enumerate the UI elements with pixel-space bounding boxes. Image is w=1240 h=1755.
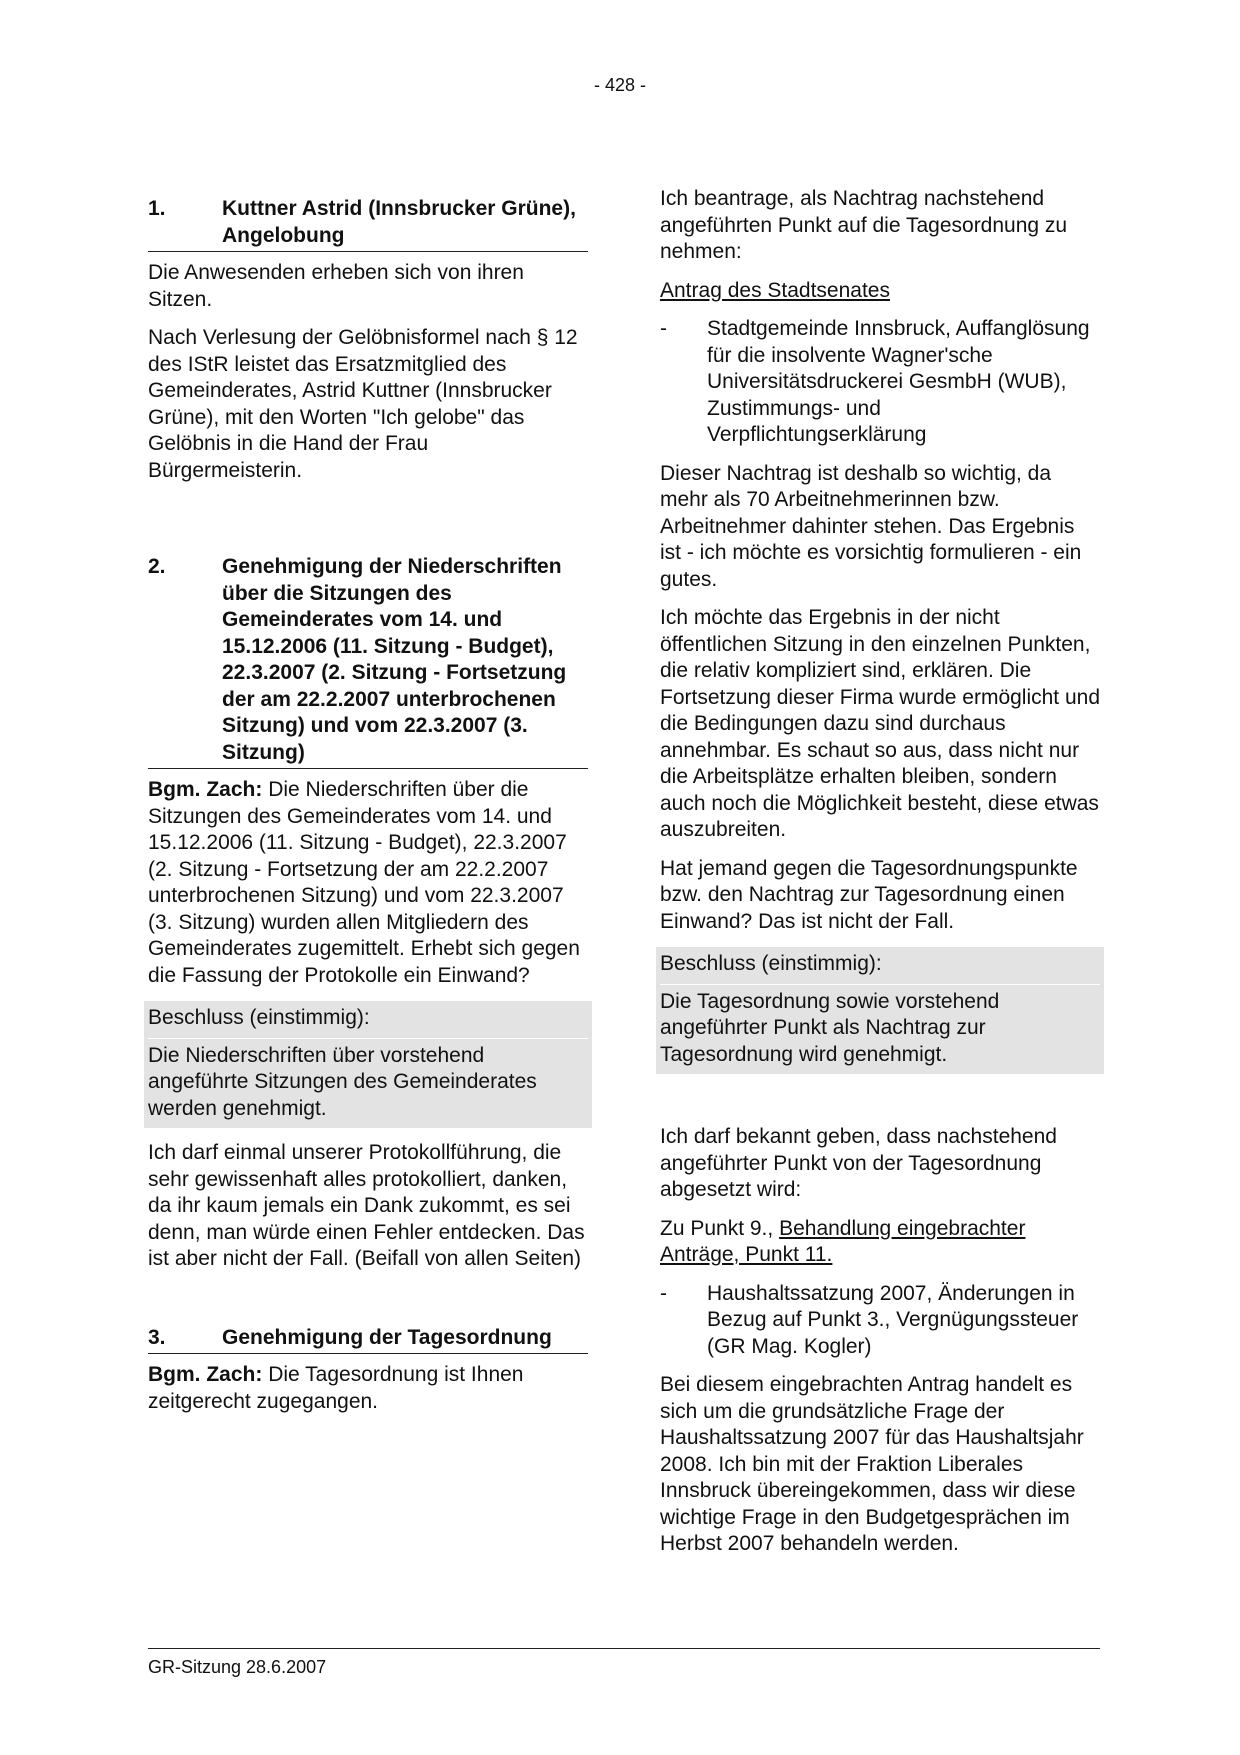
- footer: GR-Sitzung 28.6.2007: [148, 1657, 327, 1677]
- section-3-title: Genehmigung der Tagesordnung: [222, 1325, 552, 1349]
- right-paragraph-2: Dieser Nachtrag ist deshalb so wichtig, da mehr als 70 Arbeitnehmerinnen bzw. Arbeitnehmer dahinter stehen. Das Ergebnis ist - ich möchte es vorsichtig formulieren - ein gutes.: [660, 461, 1082, 591]
- antrag-heading-text: Antrag des Stadtsenates: [660, 278, 890, 302]
- section-2-title: Genehmigung der Niederschriften über die Sitzungen des Gemeinderates vom 14. und 15.12.2006 (11. Sitzung - Budget), 22.3.2007 (2. Sitzung - Fortsetzung der am 22.2.2007 unterbrochenen Sitzung) und vom 22.3.2007 (3. Sitzung): [222, 555, 567, 764]
- section-2-decision-box: [144, 1001, 592, 1128]
- section-1-paragraph-1: Die Anwesenden erheben sich von ihren Sitzen.: [148, 261, 524, 311]
- footer-divider: [148, 1648, 1100, 1649]
- bullet-item: [660, 316, 1100, 449]
- right-paragraph-5: Ich darf bekannt geben, dass nachstehend angeführter Punkt von der Tagesordnung abgesetzt wird:: [660, 1125, 1057, 1201]
- bullet-dash: -: [660, 1281, 667, 1305]
- section-1-title: Kuttner Astrid (Innsbrucker Grüne), Angelobung: [222, 197, 576, 247]
- section-3-paragraph-1-text: Die Tagesordnung ist Ihnen zeitgerecht zugegangen.: [148, 1363, 524, 1413]
- section-2-decision-text: Die Niederschriften über vorstehend angeführte Sitzungen des Gemeinderates werden genehmigt.: [148, 1043, 537, 1120]
- section-2-number: 2.: [148, 555, 166, 578]
- page-number: - 428 -: [593, 75, 647, 95]
- bullet-item: [660, 1281, 1100, 1361]
- section-3-number: 3.: [148, 1325, 166, 1349]
- section-1-paragraph-2: Nach Verlesung der Gelöbnisformel nach § 12 des IStR leistet das Ersatzmitglied des Gemeinderates, Astrid Kuttner (Innsbrucker Grüne), mit den Worten "Ich gelobe" das Gelöbnis in die Hand der Frau Bürgermeisterin.: [148, 326, 578, 482]
- right-paragraph-3: Ich möchte das Ergebnis in der nicht öffentlichen Sitzung in den einzelnen Punkten, die relativ kompliziert sind, erklären. Die Fortsetzung dieser Firma wurde ermöglicht und die Bedingungen dazu sind durchaus annehmbar. Es schaut so aus, dass nicht nur die Arbeitsplätze erhalten bleiben, sondern auch noch die Möglichkeit besteht, diese etwas auszubreiten.: [660, 606, 1101, 841]
- section-2-paragraph-1: [148, 777, 588, 989]
- right-paragraph-7: Bei diesem eingebrachten Antrag handelt es sich um die grundsätzliche Frage der Haushaltssatzung 2007 für das Haushaltsjahr 2008. Ich bin mit der Fraktion Liberales Innsbruck übereingekommen, dass wir diese wichtige Frage in den Budgetgesprächen im Herbst 2007 behandeln werden.: [660, 1373, 1084, 1555]
- section-2-paragraph-1-text: Die Niederschriften über die Sitzungen des Gemeinderates vom 14. und 15.12.2006 (11. Sitzung - Budget), 22.3.2007 (2. Sitzung - Fortsetzung der am 22.2.2007 unterbrochenen Sitzung) und vom 22.3.2007 (3. Sitzung) wurden allen Mitgliedern des Gemeinderates zugemittelt. Erhebt sich gegen die Fassung der Protokolle ein Einwand?: [148, 778, 580, 987]
- right-paragraph-4: Hat jemand gegen die Tagesordnungspunkte bzw. den Nachtrag zur Tagesordnung einen Einwand? Das ist nicht der Fall.: [660, 856, 1078, 933]
- section-1-number: 1.: [148, 197, 166, 220]
- section-2-decision-label: Beschluss (einstimmig):: [148, 1001, 588, 1039]
- right-decision-box: [656, 947, 1104, 1074]
- left-column: [148, 196, 588, 1427]
- right-decision-text: Die Tagesordnung sowie vorstehend angeführter Punkt als Nachtrag zur Tagesordnung wird genehmigt.: [660, 989, 1000, 1066]
- section-2-paragraph-2: Ich darf einmal unserer Protokollführung, die sehr gewissenhaft alles protokolliert, danken, da ihr kaum jemals ein Dank zukommt, es sei denn, man würde einen Fehler entdecken. Das ist aber nicht der Fall. (Beifall von allen Seiten): [148, 1141, 585, 1270]
- section-3-heading: [148, 1325, 588, 1355]
- speaker-label: Bgm. Zach:: [148, 1363, 263, 1386]
- section-2-heading: [148, 554, 588, 769]
- right-paragraph-6-link: Behandlung eingebrachter Anträge, Punkt 11.: [660, 1216, 1026, 1266]
- bullet-text: Haushaltssatzung 2007, Änderungen in Bezug auf Punkt 3., Vergnügungssteuer (GR Mag. Kogler): [707, 1281, 1079, 1358]
- right-column: [660, 186, 1100, 1570]
- antrag-heading: [660, 278, 1100, 305]
- bullet-dash: -: [660, 317, 667, 340]
- section-3-paragraph-1: [148, 1362, 588, 1415]
- right-paragraph-6: [660, 1216, 1100, 1269]
- speaker-label: Bgm. Zach:: [148, 778, 263, 801]
- bullet-text: Stadtgemeinde Innsbruck, Auffanglösung für die insolvente Wagner'sche Universitätsdruckerei GesmbH (WUB), Zustimmungs- und Verpflichtungserklärung: [707, 317, 1090, 446]
- right-paragraph-1: Ich beantrage, als Nachtrag nachstehend angeführten Punkt auf die Tagesordnung zu nehmen:: [660, 187, 1068, 263]
- right-decision-label: Beschluss (einstimmig):: [660, 947, 1100, 985]
- right-paragraph-6-prefix: Zu Punkt 9.,: [660, 1216, 774, 1240]
- section-1-heading: [148, 196, 588, 252]
